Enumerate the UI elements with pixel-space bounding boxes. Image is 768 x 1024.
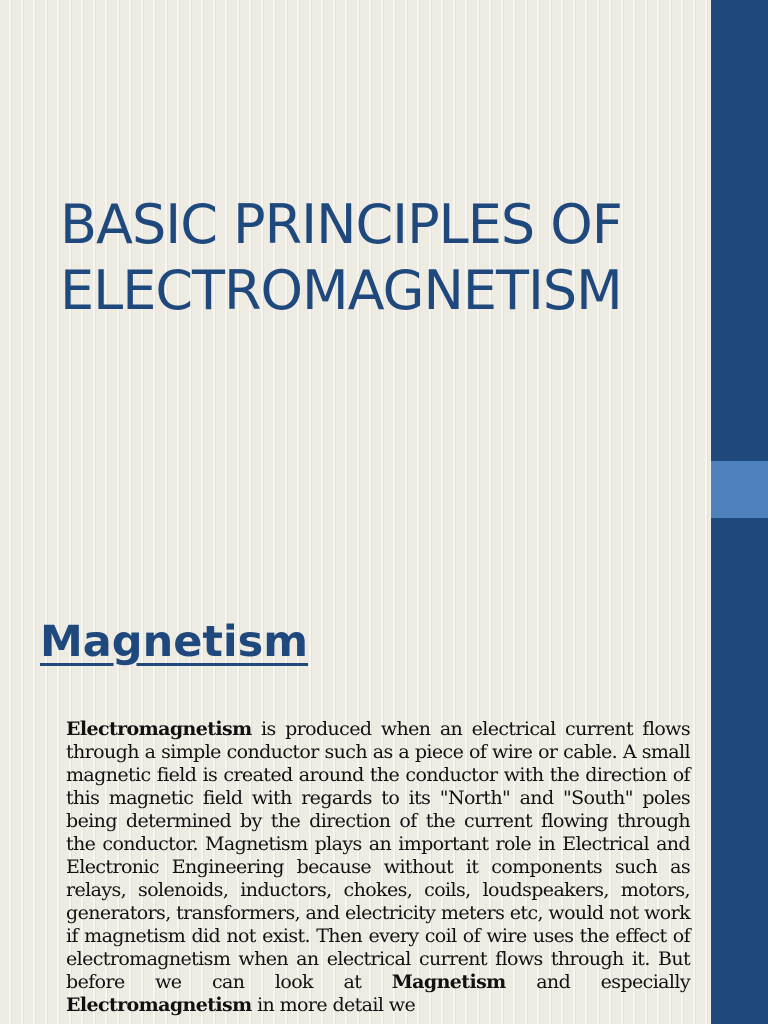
paragraph-text: and especially — [505, 971, 690, 993]
section-heading: Magnetism — [40, 617, 309, 667]
bold-term: Magnetism — [391, 971, 506, 993]
slide-title — [60, 192, 700, 324]
slide-title-line-2: ELECTROMAGNETISM — [60, 259, 622, 322]
paragraph-text: is produced when an electrical current flows through a simple conductor such as a piece of wire or cable. A small magnetic field is created around the conductor with the direction of this magnetic field with regards to its "North" and "South" poles being determined by the direction of the current flowing through the conductor. Magnetism plays an important role in Electrical and Electronic Engineering because without it components such as relays, solenoids, inductors, chokes, coils, loudspeakers, motors, generators, transformers, and electricity meters etc, would not work if magnetism did not exist. Then every coil of wire uses the effect of electromagnetism when an electrical current flows through it. But before we can look at — [66, 718, 690, 993]
side-bar-accent — [711, 461, 768, 518]
bold-term: Electromagnetism — [66, 718, 252, 740]
bold-term: Electromagnetism — [66, 994, 252, 1016]
slide-title-line-1: BASIC PRINCIPLES OF — [60, 193, 622, 256]
paragraph-text: in more detail we — [251, 994, 416, 1016]
body-paragraph — [66, 718, 690, 1017]
